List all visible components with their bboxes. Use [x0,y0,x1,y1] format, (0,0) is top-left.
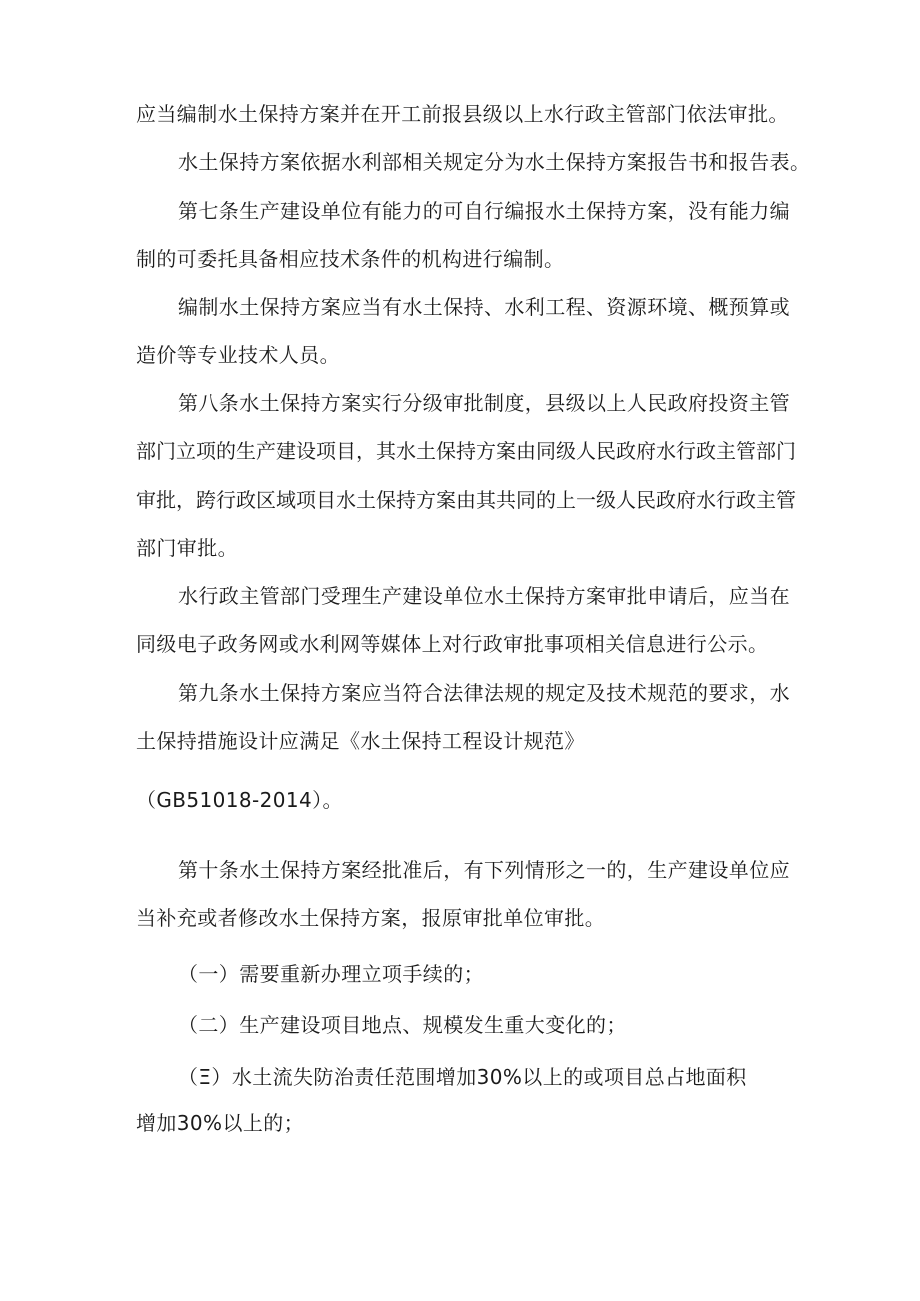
text-line: 第八条水土保持方案实行分级审批制度，县级以上人民政府投资主管 [178,391,790,415]
text-line: 第十条水土保持方案经批准后，有下列情形之一的，生产建设单位应 [178,858,790,882]
text-line: 编制水土保持方案应当有水土保持、水利工程、资源环境、概预算或 [178,295,790,319]
text-line: 当补充或者修改水土保持方案，报原审批单位审批。 [136,906,606,930]
text-line: 第九条水土保持方案应当符合法律法规的规定及技术规范的要求，水 [178,681,790,705]
text-line: 第七条生产建设单位有能力的可自行编报水土保持方案，没有能力编 [178,199,790,223]
text-line: 应当编制水土保持方案并在开工前报县级以上水行政主管部门依法审批。 [136,102,789,126]
text-line: （GB51018-2014）。 [136,788,343,812]
text-line: 审批，跨行政区域项目水土保持方案由其共同的上一级人民政府水行政主管 [136,488,796,512]
text-line: 制的可委托具备相应技术条件的机构进行编制。 [136,247,565,271]
text-line: 水土保持方案依据水利部相关规定分为水土保持方案报告书和报告表。 [178,150,811,174]
text-line: 同级电子政务网或水利网等媒体上对行政审批事项相关信息进行公示。 [136,632,769,656]
text-line: （一）需要重新办理立项手续的； [178,962,484,986]
text-line: 部门立项的生产建设项目，其水土保持方案由同级人民政府水行政主管部门 [136,439,796,463]
text-line: 造价等专业技术人员。 [136,343,340,367]
text-line: 土保持措施设计应满足《水土保持工程设计规范》 [136,729,585,753]
text-line: 增加30%以上的； [136,1111,305,1135]
text-line: 部门审批。 [136,536,238,560]
text-line: （Ξ）水土流失防治责任范围增加30%以上的或项目总占地面积 [178,1065,747,1089]
text-line: 水行政主管部门受理生产建设单位水土保持方案审批申请后，应当在 [178,584,790,608]
text-line: （二）生产建设项目地点、规模发生重大变化的； [178,1013,627,1037]
